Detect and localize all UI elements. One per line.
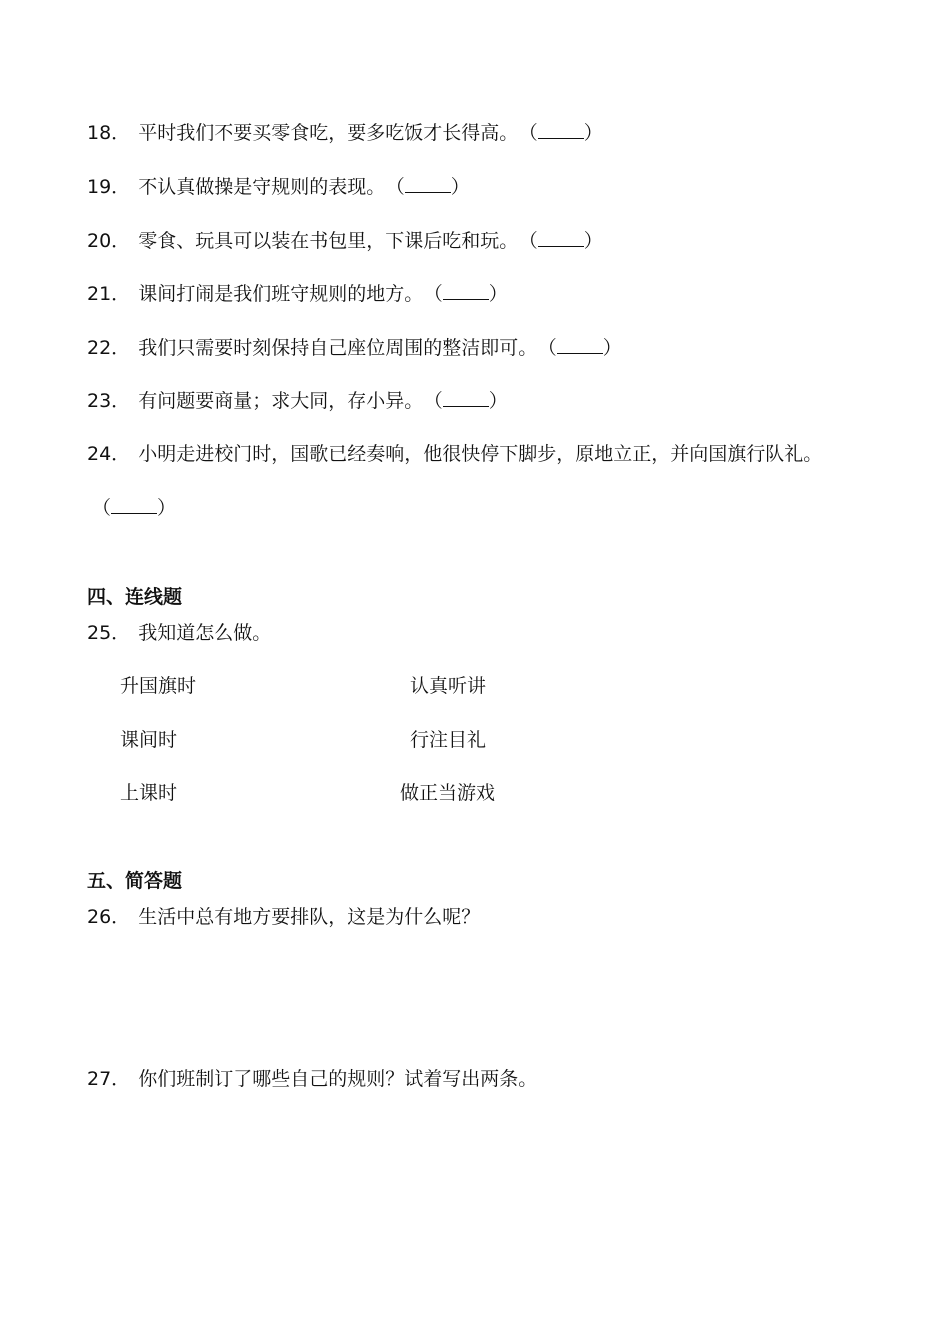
question-text: 我们只需要时刻保持自己座位周围的整洁即可。 [138,337,538,359]
answer-blank[interactable] [557,335,603,354]
question-text: 生活中总有地方要排队，这是为什么呢？ [138,906,481,928]
question-23 [87,388,508,414]
answer-paren-close: ） [583,230,603,252]
question-number: 20． [87,230,131,252]
question-number: 19． [87,176,131,198]
question-number: 22． [87,337,131,359]
answer-blank[interactable] [538,120,584,139]
question-24 [87,441,822,467]
question-text: 课间打闹是我们班守规则的地方。 [138,283,424,305]
answer-blank[interactable] [443,388,489,407]
question-number: 21． [87,283,131,305]
question-25 [87,620,271,646]
match-right-item[interactable]: 认真听讲 [410,675,487,697]
question-number: 26． [87,906,131,928]
question-24-answer [92,495,176,521]
answer-paren-close: ） [488,390,508,412]
answer-paren-open: （ [433,390,443,412]
answer-blank[interactable] [443,281,489,300]
question-18 [87,120,603,146]
question-22 [87,335,622,361]
question-27 [87,1066,537,1092]
answer-paren-open: （ [433,283,443,305]
answer-paren-close: ） [450,176,470,198]
match-left-item[interactable]: 课间时 [120,729,178,751]
question-number: 25． [87,622,131,644]
section-title: 四、连线题 [87,586,183,608]
answer-paren-open: （ [547,337,557,359]
question-text: 有问题要商量；求大同，存小异。 [138,390,424,412]
section-title: 五、简答题 [87,870,183,892]
answer-paren-close: ） [157,497,177,519]
match-left-item[interactable]: 升国旗时 [120,675,197,697]
match-right-item[interactable]: 做正当游戏 [400,782,496,804]
answer-paren-close: ） [583,122,603,144]
question-number: 27． [87,1068,131,1090]
question-text: 零食、玩具可以装在书包里，下课后吃和玩。 [138,230,519,252]
question-text: 不认真做操是守规则的表现。 [138,176,386,198]
question-number: 23． [87,390,131,412]
question-text: 小明走进校门时，国歌已经奏响，他很快停下脚步，原地立正，并向国旗行队礼。 [138,443,823,465]
answer-paren-close: ） [488,283,508,305]
question-number: 24． [87,443,131,465]
answer-paren-open: （ [528,122,538,144]
answer-blank[interactable] [405,174,451,193]
question-20 [87,228,603,254]
answer-paren-open: （ [528,230,538,252]
answer-blank[interactable] [111,495,157,514]
match-left-item[interactable]: 上课时 [120,782,178,804]
question-number: 18． [87,122,131,144]
question-text: 我知道怎么做。 [138,622,272,644]
answer-blank[interactable] [538,228,584,247]
question-19 [87,174,470,200]
question-26 [87,904,480,930]
match-right-item[interactable]: 行注目礼 [410,729,487,751]
answer-paren-close: ） [602,337,622,359]
question-text: 你们班制订了哪些自己的规则？试着写出两条。 [138,1068,538,1090]
answer-paren-open: （ [92,497,112,519]
question-text: 平时我们不要买零食吃，要多吃饭才长得高。 [138,122,519,144]
answer-paren-open: （ [395,176,405,198]
question-21 [87,281,508,307]
